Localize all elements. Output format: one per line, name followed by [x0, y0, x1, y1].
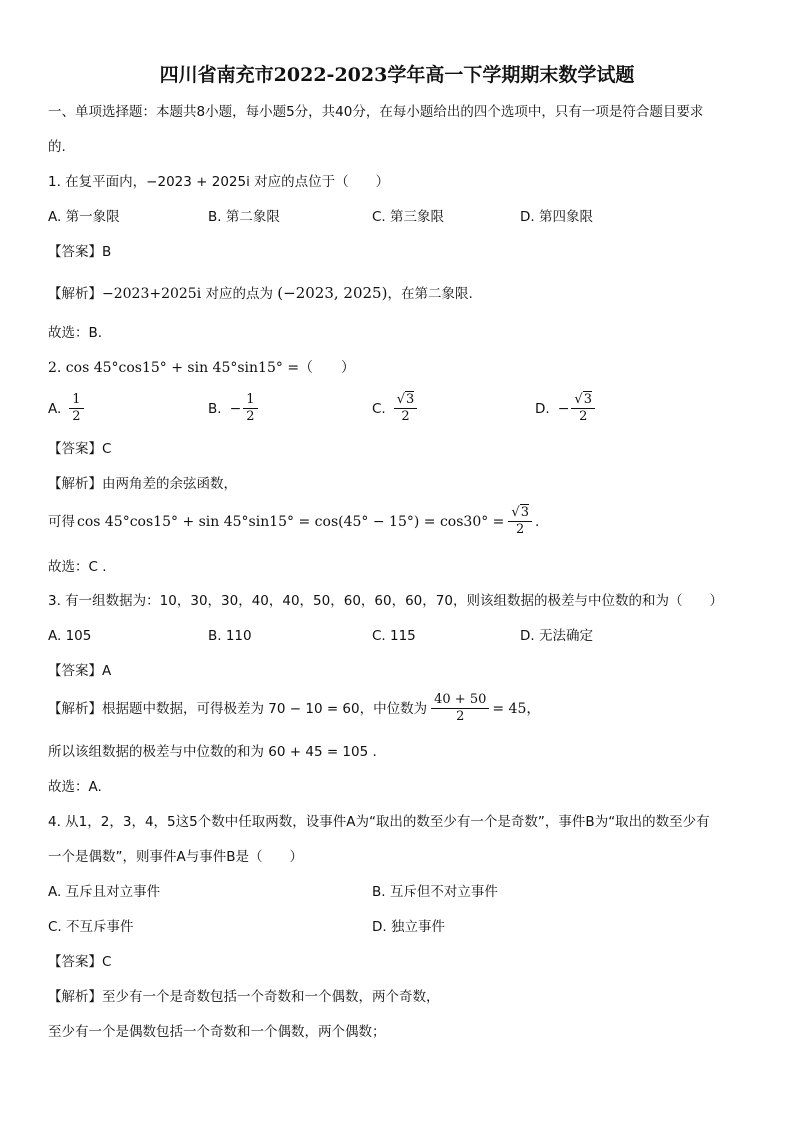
q2-option-c-radicand: 3 — [406, 392, 415, 407]
q2-option-a-denominator: 2 — [72, 409, 81, 424]
q3-conclusion: 故选：A. — [48, 779, 102, 795]
q2-analysis-label: 【解析】 — [48, 476, 102, 492]
q2-derivation-numerator: √3 — [508, 505, 532, 522]
q4-analysis-line2: 至少有一个是偶数包括一个奇数和一个偶数，两个偶数； — [48, 1024, 386, 1040]
q4-option-c: C. 不互斥事件 — [48, 919, 134, 935]
q4-stem-line2: 一个是偶数”，则事件A与事件B是（ ） — [48, 849, 303, 865]
q1-option-d: D. 第四象限 — [520, 209, 593, 225]
q2-option-d-sign: − — [557, 400, 570, 417]
q2-analysis-text: 由两角差的余弦函数， — [102, 476, 237, 492]
q3-analysis-denominator: 2 — [456, 709, 465, 724]
q2-derivation — [48, 505, 539, 538]
q2-option-b-numerator: 1 — [243, 392, 257, 409]
q2-option-c-label: C. — [372, 400, 386, 417]
page-title: 四川省南充市2022-2023学年高一下学期期末数学试题 — [159, 64, 635, 86]
q2-stem: 2. cos 45°cos15° + sin 45°sin15° =（ ） — [48, 360, 356, 376]
section-instruction-line1: 一、单项选择题：本题共8小题，每小题5分，共40分，在每小题给出的四个选项中，只有一项是符合题目要求 — [48, 104, 704, 120]
q1-analysis — [48, 284, 473, 303]
q1-conclusion: 故选：B. — [48, 325, 103, 341]
q3-option-b: B. 110 — [208, 628, 252, 644]
q2-option-a-label: A. — [48, 400, 62, 417]
q2-option-c — [372, 392, 420, 425]
q4-option-b: B. 互斥但不对立事件 — [372, 884, 498, 900]
q4-answer: 【答案】C — [48, 954, 112, 970]
q1-option-a: A. 第一象限 — [48, 209, 120, 225]
q2-option-a — [48, 392, 87, 425]
q2-conclusion: 故选：C . — [48, 559, 107, 575]
q2-option-d-fraction — [571, 392, 595, 425]
q3-option-a: A. 105 — [48, 628, 92, 644]
q2-derivation-prefix: 可得 — [48, 513, 75, 530]
q3-stem: 3. 有一组数据为：10，30，30，40，40，50，60，60，60，70，则该组数据的极差与中位数的和为（ ） — [48, 593, 723, 609]
q3-option-c: C. 115 — [372, 628, 416, 644]
q3-option-d: D. 无法确定 — [520, 628, 593, 644]
q2-option-c-numerator: √3 — [394, 392, 418, 409]
q1-answer: 【答案】B — [48, 244, 112, 260]
q2-derivation-denominator: 2 — [516, 522, 525, 537]
q2-option-d-numerator: √3 — [571, 392, 595, 409]
q2-derivation-end: . — [534, 513, 540, 530]
q3-answer: 【答案】A — [48, 663, 112, 679]
q4-option-a: A. 互斥且对立事件 — [48, 884, 161, 900]
q1-stem: 1. 在复平面内，−2023 + 2025i 对应的点位于（ ） — [48, 174, 390, 190]
q2-option-d — [535, 392, 598, 425]
q2-option-b-fraction — [243, 392, 257, 425]
q2-option-b-label: B. — [208, 400, 222, 417]
q4-analysis-line1: 【解析】至少有一个是奇数包括一个奇数和一个偶数，两个奇数， — [48, 989, 440, 1005]
q1-analysis-expr: −2023+2025i — [102, 286, 202, 302]
q1-analysis-label: 【解析】 — [48, 286, 102, 302]
q3-analysis-line2: 所以该组数据的极差与中位数的和为 60 + 45 = 105 . — [48, 744, 377, 760]
q2-option-b-sign: − — [229, 400, 242, 417]
q1-analysis-end: ，在第二象限. — [387, 286, 473, 302]
q2-option-d-denominator: 2 — [579, 409, 588, 424]
q1-analysis-point: (−2023, 2025) — [277, 284, 388, 302]
q2-option-a-fraction — [69, 392, 83, 425]
q4-stem-line1: 4. 从1，2，3，4，5这5个数中任取两数，设事件A为“取出的数至少有一个是奇数”，事件B为“取出的数至少有 — [48, 814, 710, 830]
q4-option-d: D. 独立事件 — [372, 919, 445, 935]
q1-analysis-mid: 对应的点为 — [201, 286, 278, 302]
q3-analysis-numerator: 40 + 50 — [431, 692, 489, 709]
q2-option-c-denominator: 2 — [401, 409, 410, 424]
q3-analysis-fraction — [431, 692, 489, 725]
q3-analysis — [48, 692, 540, 725]
q2-derivation-fraction — [508, 505, 532, 538]
q2-option-d-radicand: 3 — [583, 392, 592, 407]
q2-derivation-expr: cos 45°cos15° + sin 45°sin15° = cos(45° − 15°) = cos30° = — [77, 513, 505, 530]
q2-option-b-denominator: 2 — [246, 409, 255, 424]
section-instruction-line2: 的. — [48, 139, 66, 155]
q3-analysis-text: 根据题中数据，可得极差为 70 − 10 = 60，中位数为 — [102, 700, 428, 717]
q2-analysis — [48, 475, 237, 493]
q2-option-b — [208, 392, 261, 425]
q2-answer: 【答案】C — [48, 441, 112, 457]
q3-analysis-label: 【解析】 — [48, 700, 102, 717]
q2-derivation-radicand: 3 — [520, 505, 529, 520]
q1-option-c: C. 第三象限 — [372, 209, 445, 225]
q2-option-c-fraction — [394, 392, 418, 425]
q2-option-a-numerator: 1 — [69, 392, 83, 409]
q2-option-d-label: D. — [535, 400, 550, 417]
q3-analysis-end: = 45， — [492, 700, 541, 717]
q1-option-b: B. 第二象限 — [208, 209, 280, 225]
